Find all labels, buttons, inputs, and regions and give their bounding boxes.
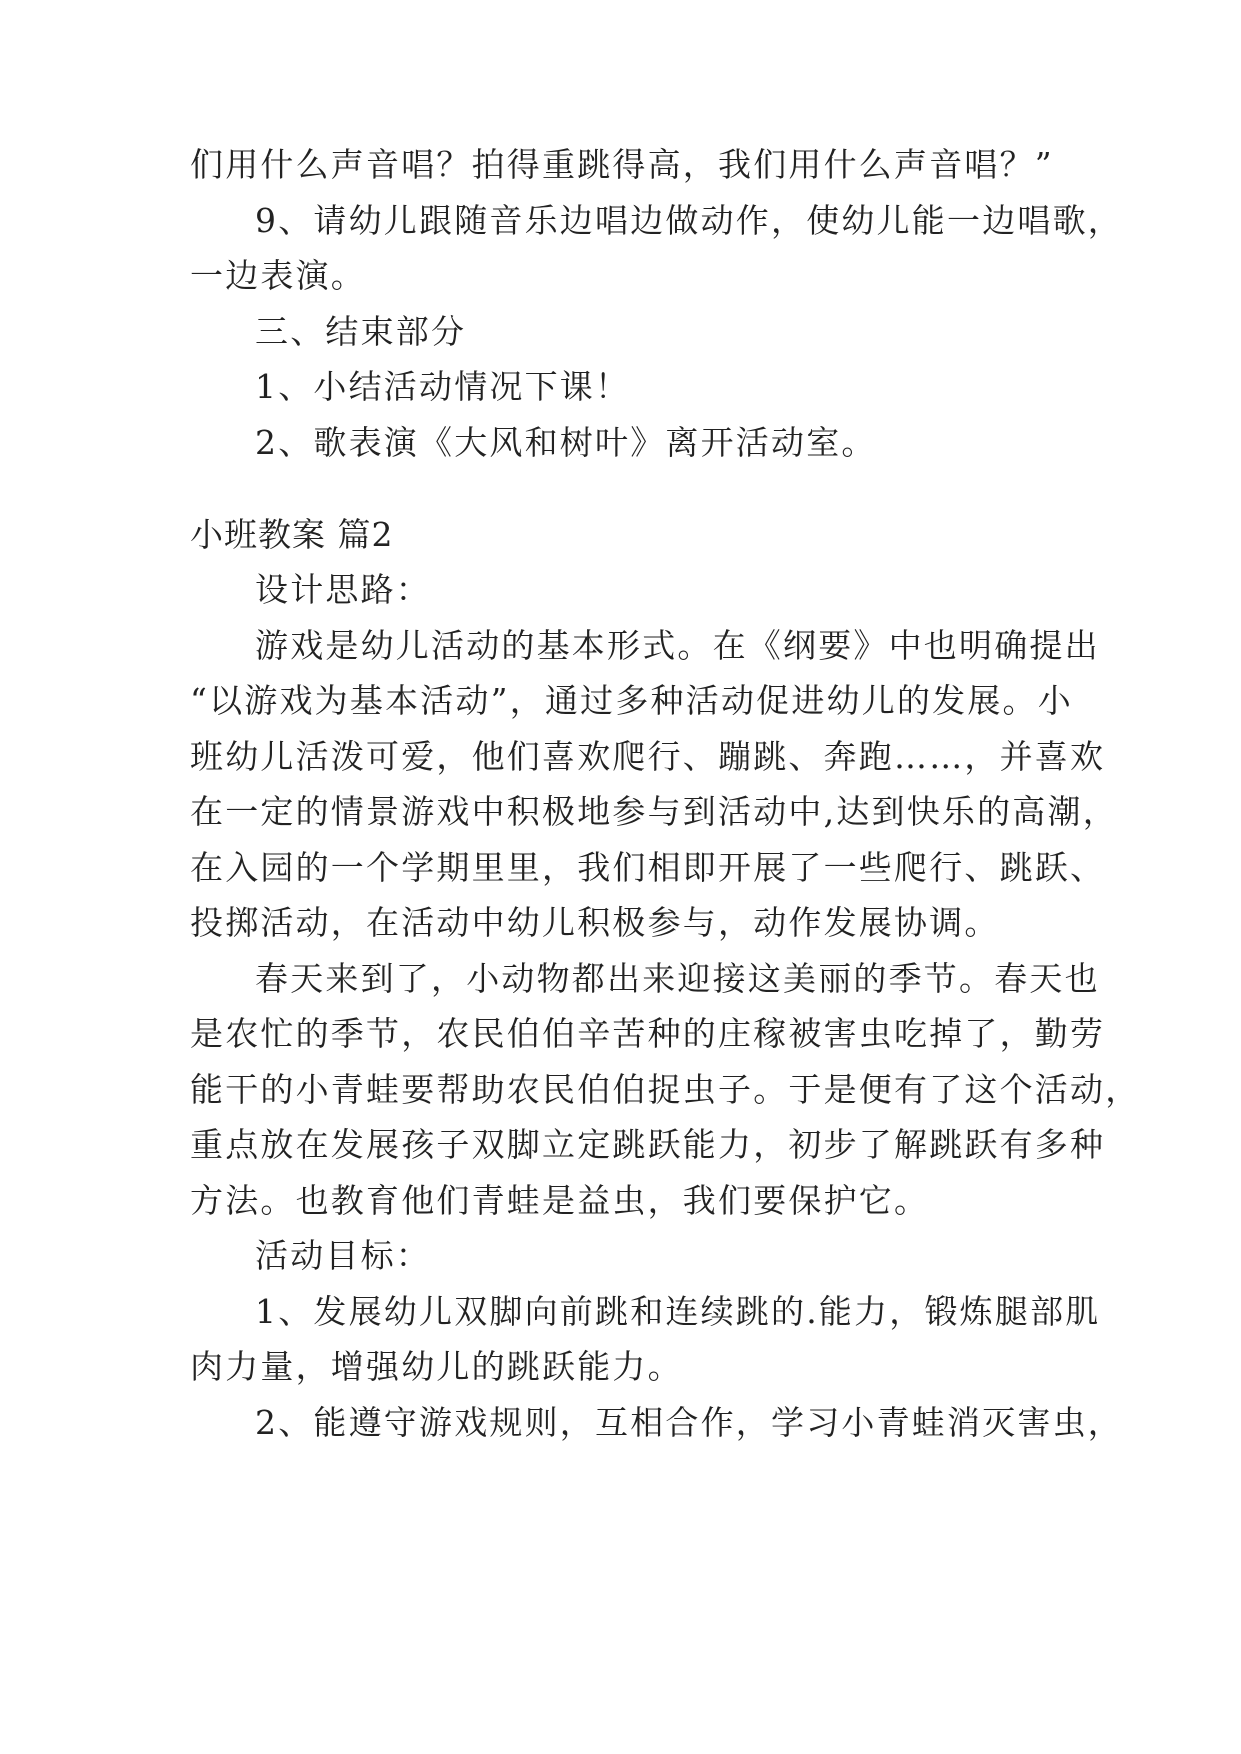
chapter-title: 小班教案 篇2 [190,515,394,554]
text-line: “以游戏为基本活动”，通过多种活动促进幼儿的发展。小 [190,681,1073,720]
section-heading: 活动目标： [255,1236,431,1275]
text-line: 肉力量，增强幼儿的跳跃能力。 [190,1347,683,1386]
text-line: 投掷活动，在活动中幼儿积极参与，动作发展协调。 [190,903,1000,942]
text-line: 春天来到了，小动物都出来迎接这美丽的季节。春天也 [255,959,1100,998]
text-line: 方法。也教育他们青蛙是益虫，我们要保护它。 [190,1181,930,1220]
text-line: 重点放在发展孩子双脚立定跳跃能力，初步了解跳跃有多种 [190,1125,1106,1164]
text-line: 班幼儿活泼可爱，他们喜欢爬行、蹦跳、奔跑……，并喜欢 [190,737,1106,776]
section-heading: 三、结束部分 [255,312,467,351]
text-line: 2、歌表演《大风和树叶》离开活动室。 [255,423,877,462]
text-line: 在入园的一个学期里里，我们相即开展了一些爬行、跳跃、 [190,848,1106,887]
text-line: 9、请幼儿跟随音乐边唱边做动作，使幼儿能一边唱歌， [255,201,1123,240]
text-line: 游戏是幼儿活动的基本形式。在《纲要》中也明确提出 [255,626,1100,665]
text-line: 1、发展幼儿双脚向前跳和连续跳的.能力，锻炼腿部肌 [255,1292,1101,1331]
text-line: 是农忙的季节，农民伯伯辛苦种的庄稼被害虫吃掉了，勤劳 [190,1014,1106,1053]
text-line: 能干的小青蛙要帮助农民伯伯捉虫子。于是便有了这个活动， [190,1070,1141,1109]
text-line: 2、能遵守游戏规则，互相合作，学习小青蛙消灭害虫， [255,1403,1123,1442]
text-line: 1、小结活动情况下课！ [255,367,631,406]
text-line: 们用什么声音唱？拍得重跳得高，我们用什么声音唱？” [190,145,1054,184]
text-line: 一边表演。 [190,256,366,295]
section-heading: 设计思路： [255,570,431,609]
text-line: 在一定的情景游戏中积极地参与到活动中,达到快乐的高潮， [190,792,1118,831]
